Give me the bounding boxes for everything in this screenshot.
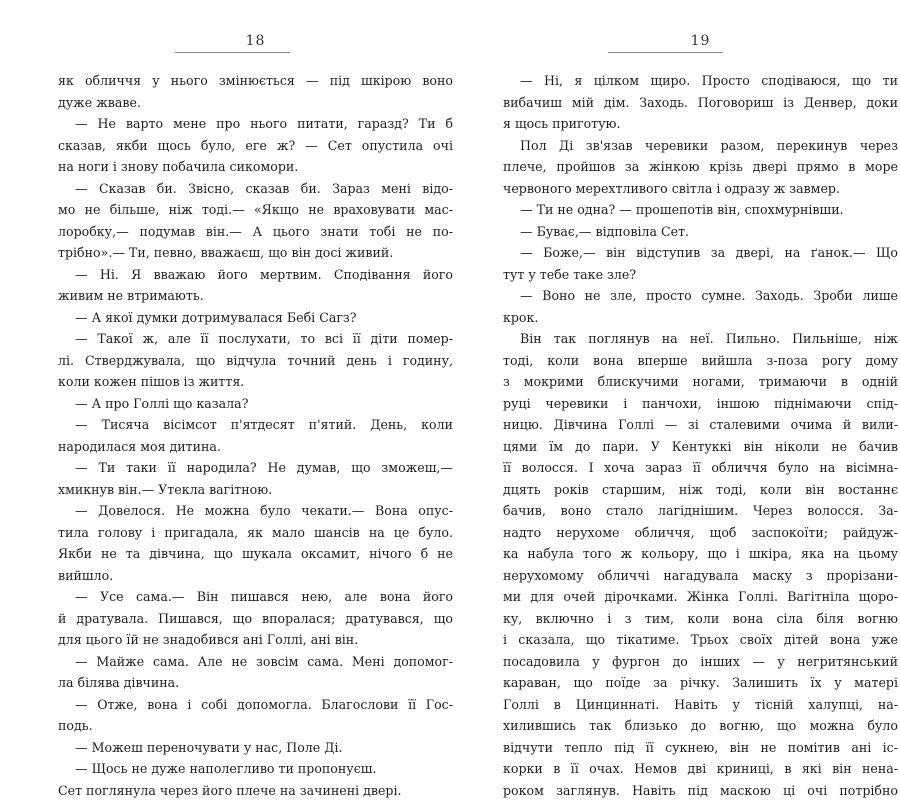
header-rule [175, 52, 290, 53]
text-line: коли кожен пішов із життя. [58, 371, 453, 393]
text-line: дцять років старшим, ніж тоді, коли він востаннє [503, 479, 898, 501]
text-line: — Усе сама.— Він пишався нею, але вона його [58, 586, 453, 608]
text-line: червоного мерехтливого світла і одразу ж завмер. [503, 178, 898, 200]
text-line: — Буває,— відповіла Сет. [503, 221, 898, 243]
text-line: з мокрими блискучими ногами, тримаючи в одній [503, 371, 898, 393]
text-line: лоробку,— подумав він.— А цього знати тобі не по- [58, 221, 453, 243]
text-line: — Ти не одна? — прошепотів він, спохмурнівши. [503, 199, 898, 221]
text-line: на ноги і знову побачила сикомори. [58, 156, 453, 178]
text-line: — Ні. Я вважаю його мертвим. Сподівання його [58, 264, 453, 286]
text-line: Пол Ді зв'язав черевики разом, перекинув через [503, 135, 898, 157]
text-line: тила голову і пригадала, як мало шансів на це було. [58, 522, 453, 544]
text-line: для цього їй не знадобився ані Голлі, ані він. [58, 629, 453, 651]
header-rule [608, 52, 723, 53]
text-line: руці черевики і панчохи, іншою піднімаючи спід- [503, 393, 898, 415]
text-line: — Тисяча вісімсот п'ятдесят п'ятий. День, коли [58, 414, 453, 436]
text-line: ла білява дівчина. [58, 672, 453, 694]
text-line: — Отже, вона і собі допомогла. Благослови її Гос- [58, 694, 453, 716]
text-line: — Ти таки її народила? Не думав, що зможеш,— [58, 457, 453, 479]
text-line: ка набула того ж кольору, що і шкіра, яка на цьому [503, 543, 898, 565]
text-line: мо не більше, ніж тоді.— «Якщо не враховувати мас- [58, 199, 453, 221]
text-line: народилася моя дитина. [58, 436, 453, 458]
text-line: — Можеш переночувати у нас, Поле Ді. [58, 737, 453, 759]
text-line: Голлі в Цинциннаті. Навіть у тісній халупці, на- [503, 694, 898, 716]
text-line: — Такої ж, але її послухати, то всі її діти помер- [58, 328, 453, 350]
text-line: тут у тебе таке зле? [503, 264, 898, 286]
page-body [58, 70, 453, 801]
text-line: лі. Стверджувала, що відчула точний день і годину, [58, 350, 453, 372]
text-line: і сказала, що тікатиме. Трьох своїх дітей вона уже [503, 629, 898, 651]
text-line: вийшло. [58, 565, 453, 587]
text-line: караван, що поїде за річку. Залишить їх у матері [503, 672, 898, 694]
text-line: відчути тепло під її сукнею, він не помітив ані іс- [503, 737, 898, 759]
text-line: ми для очей дірочками. Жінка Голлі. Вагітніла щоро- [503, 586, 898, 608]
right-page [503, 0, 898, 692]
text-line: дуже жваве. [58, 92, 453, 114]
text-line: надто нерухоме обличчя, щоб заспокоїти; райдуж- [503, 522, 898, 544]
text-line: Сет поглянула через його плече на зачинені двері. [58, 780, 453, 801]
text-line: — Майже сама. Але не зовсім сама. Мені допомог- [58, 651, 453, 673]
text-line: роком заглянув. Навіть під маскою ці очі потрібно [503, 780, 898, 801]
text-line: й дратувала. Пишався, що впоралася; дратувався, що [58, 608, 453, 630]
text-line: — А про Голлі що казала? [58, 393, 453, 415]
text-line: плече, пройшов за жінкою крізь двері прямо в море [503, 156, 898, 178]
text-line: — Боже,— він відступив за двері, на ґанок.— Що [503, 242, 898, 264]
text-line: ницю. Дівчина Голлі — зі сталевими очима й вили- [503, 414, 898, 436]
text-line: нерухомому обличчі нагадувала маску з прорізани- [503, 565, 898, 587]
text-line: хилившись так близько до вогню, що можна було [503, 715, 898, 737]
text-line: живим не втримають. [58, 285, 453, 307]
text-line: я щось приготую. [503, 113, 898, 135]
text-line: подь. [58, 715, 453, 737]
text-line: сказав, якби щось було, еге ж? — Сет опустила очі [58, 135, 453, 157]
text-line: посадовила у фургон до інших — у негритянський [503, 651, 898, 673]
text-line: хмикнув він.— Утекла вагітною. [58, 479, 453, 501]
text-line: тоді, коли вона вперше вийшла з-поза рогу дому [503, 350, 898, 372]
text-line: бачив, воно стало лагіднішим. Через волосся. За- [503, 500, 898, 522]
text-line: — Ні, я цілком щиро. Просто сподіваюся, що ти [503, 70, 898, 92]
left-page [58, 0, 453, 692]
text-line: її волосся. І хоча зараз її обличчя було на вісімна- [503, 457, 898, 479]
text-line: — Сказав би. Звісно, сказав би. Зараз мені відо- [58, 178, 453, 200]
text-line: — Не варто мене про нього питати, гаразд? Ти б [58, 113, 453, 135]
text-line: — Довелося. Не можна було чекати.— Вона опус- [58, 500, 453, 522]
text-line: вибачиш мій дім. Заходь. Поговориш із Денвер, доки [503, 92, 898, 114]
text-line: — А якої думки дотримувалася Бебі Сагз? [58, 307, 453, 329]
text-line: — Щось не дуже наполегливо ти пропонуєш. [58, 758, 453, 780]
text-line: — Воно не зле, просто сумне. Заходь. Зроби лише [503, 285, 898, 307]
page-number: 19 [503, 33, 898, 49]
text-line: крок. [503, 307, 898, 329]
text-line: трібно».— Ти, певно, вважаєш, що він досі живий. [58, 242, 453, 264]
text-line: Якби не та дівчина, що шукала оксамит, нічого б не [58, 543, 453, 565]
page-body [503, 70, 898, 801]
page-number: 18 [58, 33, 453, 49]
text-line: Він так поглянув на неї. Пильно. Пильніше, ніж [503, 328, 898, 350]
text-line: ку, включно і з тим, коли вона сіла біля вогню [503, 608, 898, 630]
text-line: корки в її очах. Немов дві криниці, в які він нена- [503, 758, 898, 780]
text-line: як обличчя у нього змінюється — під шкірою воно [58, 70, 453, 92]
text-line: цями їм до пари. У Кентуккі він ніколи не бачив [503, 436, 898, 458]
